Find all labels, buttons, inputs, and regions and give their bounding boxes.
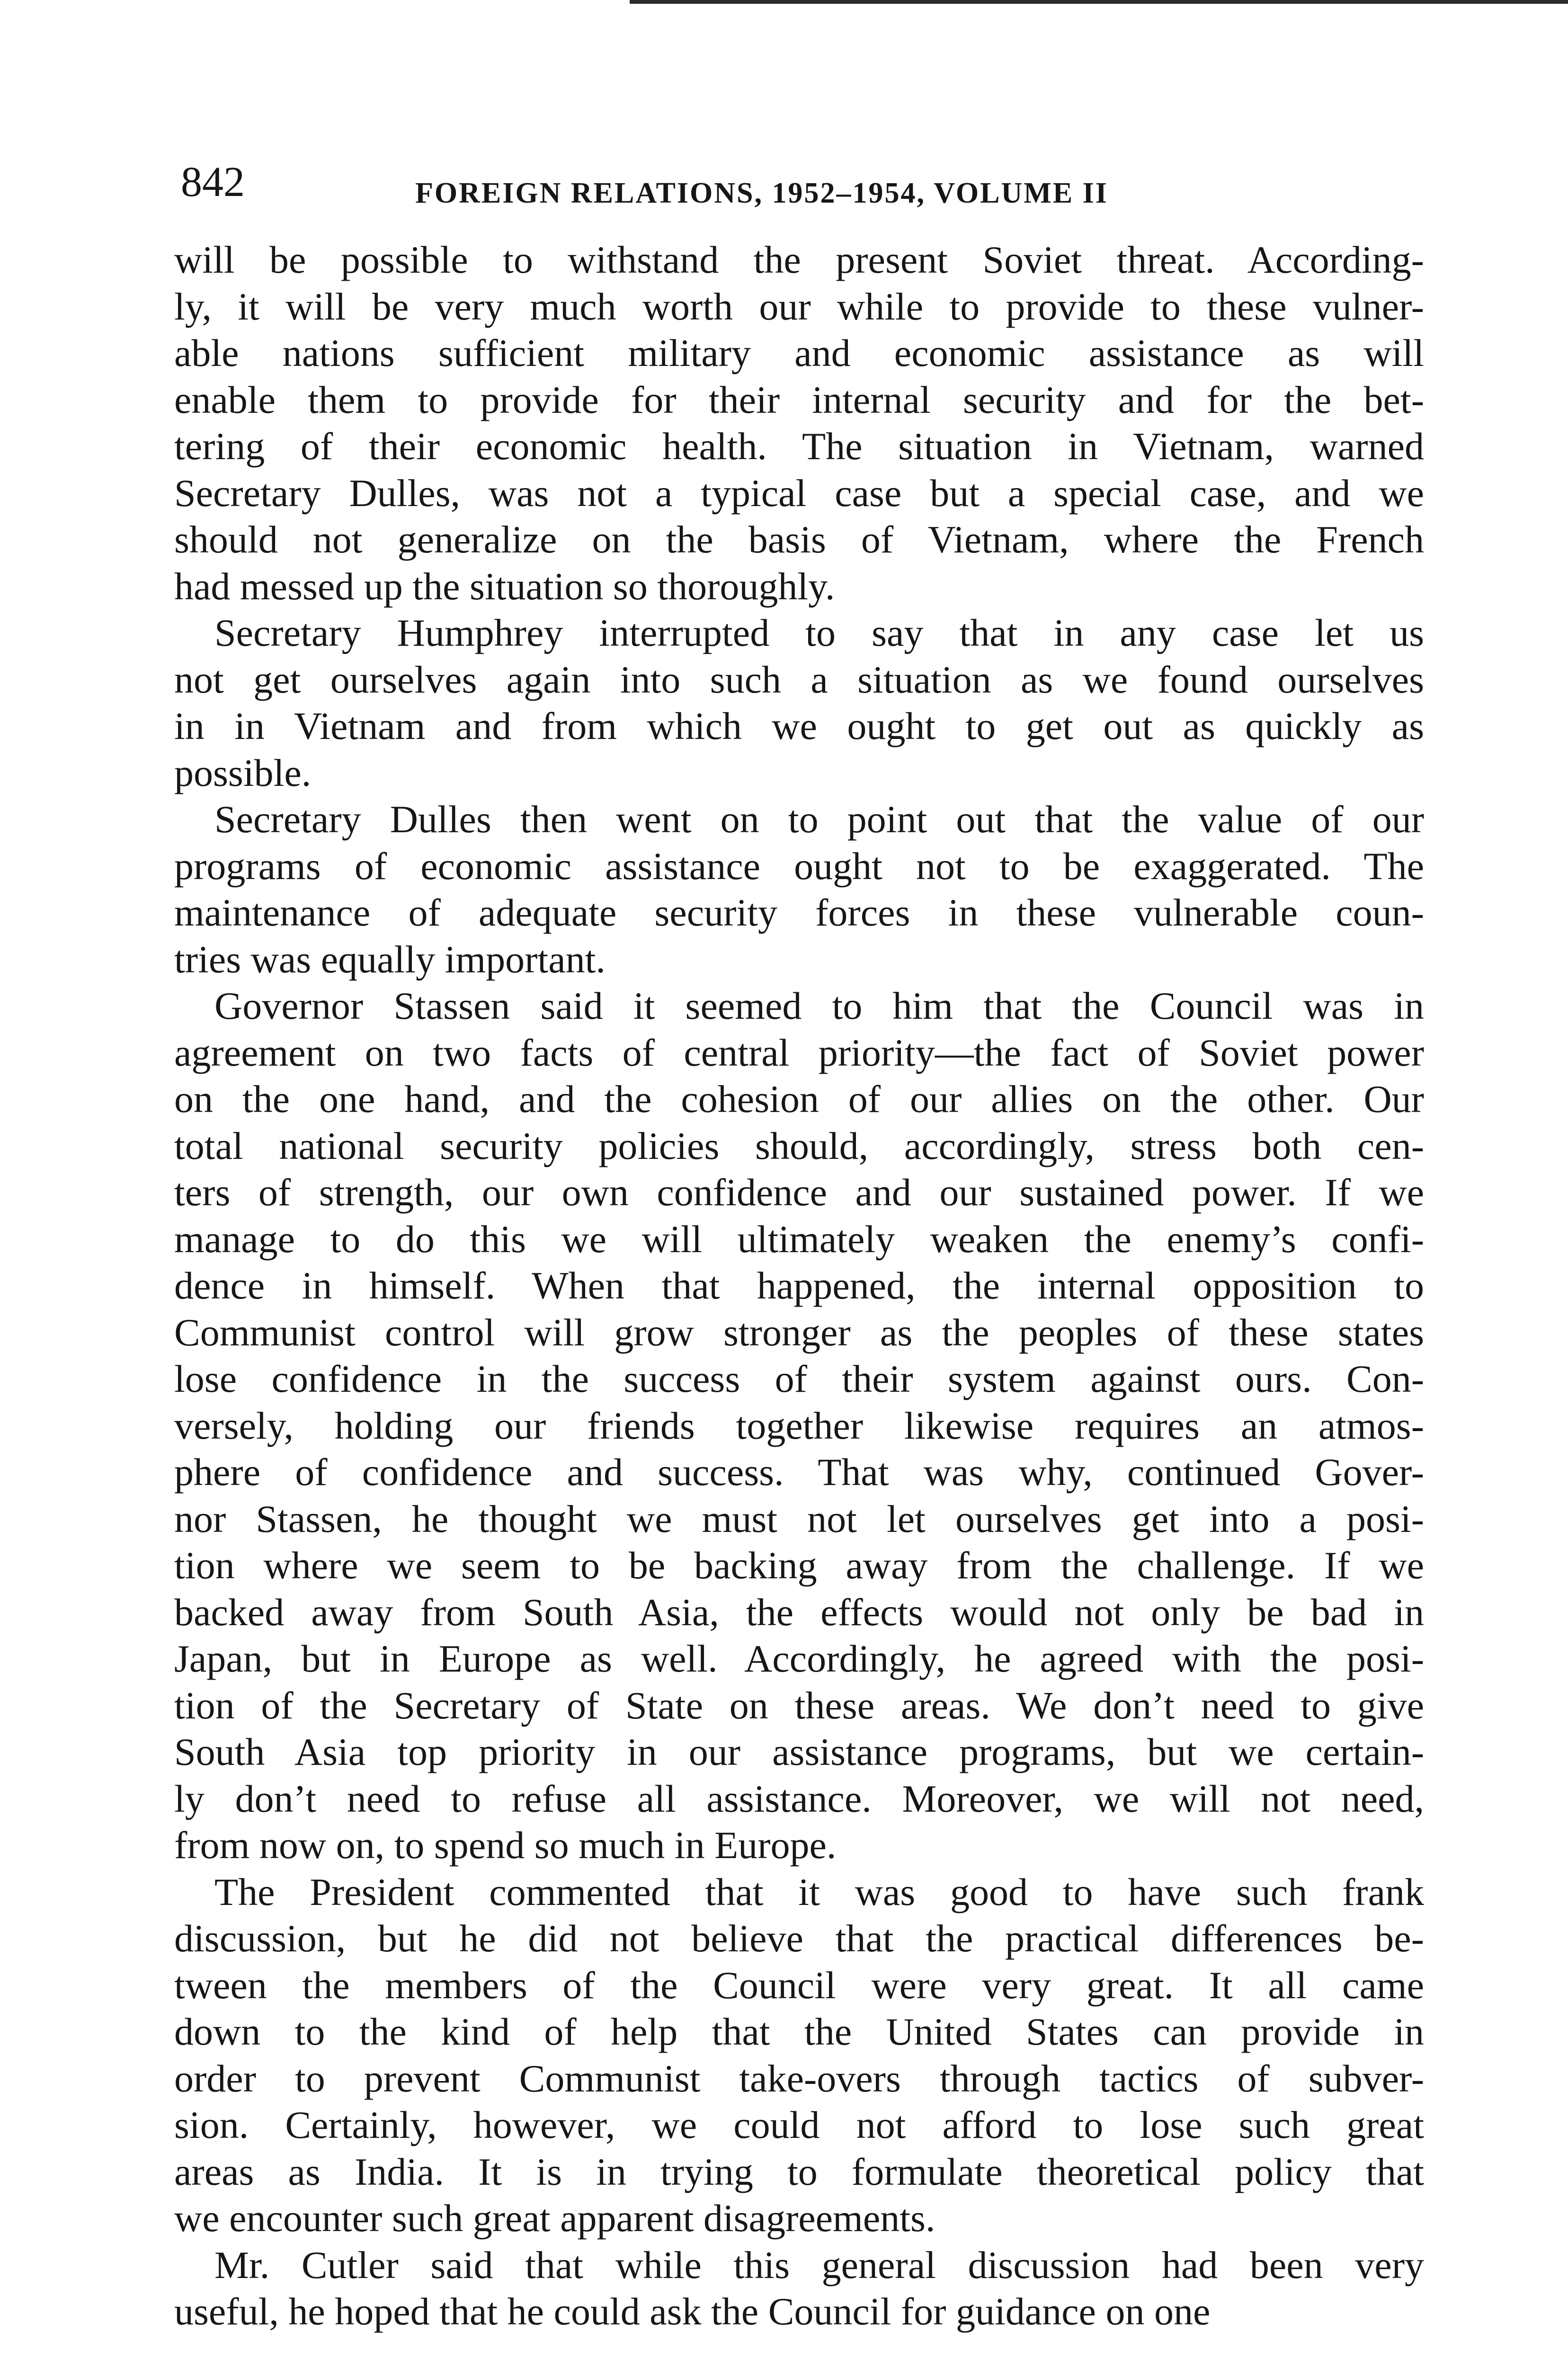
paragraph xyxy=(174,1869,1424,2242)
text-line: maintenance of adequate security forces in these vulnerable coun- xyxy=(174,891,1424,934)
text-line: ly don’t need to refuse all assistance. Moreover, we will not need, xyxy=(174,1777,1424,1820)
text-line: agreement on two facts of central priority—the fact of Soviet power xyxy=(174,1031,1424,1074)
text-line: in in Vietnam and from which we ought to get out as quickly as xyxy=(174,704,1424,747)
text-line: Secretary Dulles, was not a typical case but a special case, and we xyxy=(174,471,1424,515)
running-head: FOREIGN RELATIONS, 1952–1954, VOLUME II xyxy=(415,177,1108,209)
text-line: discussion, but he did not believe that the practical differences be- xyxy=(174,1917,1424,1960)
text-line: Mr. Cutler said that while this general discussion had been very xyxy=(214,2243,1424,2287)
text-line: tering of their economic health. The situation in Vietnam, warned xyxy=(174,425,1424,468)
text-line: sion. Certainly, however, we could not afford to lose such great xyxy=(174,2103,1424,2146)
text-line: tries was equally important. xyxy=(174,937,606,981)
top-edge-rule xyxy=(630,0,1568,4)
text-line: tween the members of the Council were very great. It all came xyxy=(174,1963,1424,2007)
text-line: down to the kind of help that the United States can provide in xyxy=(174,2010,1424,2053)
paragraph xyxy=(174,610,1424,796)
body-text xyxy=(174,237,1424,2335)
text-line: manage to do this we will ultimately weaken the enemy’s confi- xyxy=(174,1217,1424,1261)
text-line: ly, it will be very much worth our while to provide to these vulner- xyxy=(174,285,1424,328)
page-header xyxy=(181,156,1412,222)
text-line: not get ourselves again into such a situation as we found ourselves xyxy=(174,658,1424,701)
paragraph xyxy=(174,2242,1424,2335)
text-line: will be possible to withstand the present Soviet threat. According- xyxy=(174,238,1424,281)
text-line: enable them to provide for their internal security and for the bet- xyxy=(174,378,1424,421)
text-line: phere of confidence and success. That was why, continued Gover- xyxy=(174,1450,1424,1494)
text-line: South Asia top priority in our assistance programs, but we certain- xyxy=(174,1730,1424,1773)
text-line: dence in himself. When that happened, the internal opposition to xyxy=(174,1264,1424,1307)
text-line: ters of strength, our own confidence and our sustained power. If we xyxy=(174,1171,1424,1214)
text-line: total national security policies should, accordingly, stress both cen- xyxy=(174,1124,1424,1167)
paragraph xyxy=(174,983,1424,1869)
text-line: able nations sufficient military and economic assistance as will xyxy=(174,331,1424,374)
text-line: Secretary Dulles then went on to point out that the value of our xyxy=(214,798,1424,841)
text-line: Japan, but in Europe as well. Accordingly, he agreed with the posi- xyxy=(174,1637,1424,1680)
text-line: lose confidence in the success of their system against ours. Con- xyxy=(174,1357,1424,1400)
text-line: useful, he hoped that he could ask the Council for guidance on one xyxy=(174,2290,1211,2333)
text-line: programs of economic assistance ought not to be exaggerated. The xyxy=(174,844,1424,888)
text-line: order to prevent Communist take-overs through tactics of subver- xyxy=(174,2056,1424,2100)
text-line: had messed up the situation so thoroughly. xyxy=(174,564,835,608)
text-line: should not generalize on the basis of Vietnam, where the French xyxy=(174,518,1424,561)
page-number: 842 xyxy=(181,159,245,205)
paragraph xyxy=(174,237,1424,610)
text-line: on the one hand, and the cohesion of our allies on the other. Our xyxy=(174,1077,1424,1121)
text-line: Secretary Humphrey interrupted to say that in any case let us xyxy=(214,611,1424,654)
paragraph xyxy=(174,796,1424,983)
text-line: nor Stassen, he thought we must not let ourselves get into a posi- xyxy=(174,1497,1424,1540)
text-line: tion where we seem to be backing away from the challenge. If we xyxy=(174,1544,1424,1587)
text-line: versely, holding our friends together likewise requires an atmos- xyxy=(174,1404,1424,1447)
text-line: tion of the Secretary of State on these areas. We don’t need to give xyxy=(174,1683,1424,1727)
text-line: from now on, to spend so much in Europe. xyxy=(174,1824,837,1867)
text-line: Communist control will grow stronger as the peoples of these states xyxy=(174,1310,1424,1354)
text-line: areas as India. It is in trying to formulate theoretical policy that xyxy=(174,2150,1424,2193)
text-line: backed away from South Asia, the effects would not only be bad in xyxy=(174,1590,1424,1634)
text-line: we encounter such great apparent disagreements. xyxy=(174,2197,935,2240)
text-line: possible. xyxy=(174,751,312,794)
text-line: Governor Stassen said it seemed to him that the Council was in xyxy=(214,984,1424,1027)
text-line: The President commented that it was good to have such frank xyxy=(214,1870,1424,1913)
